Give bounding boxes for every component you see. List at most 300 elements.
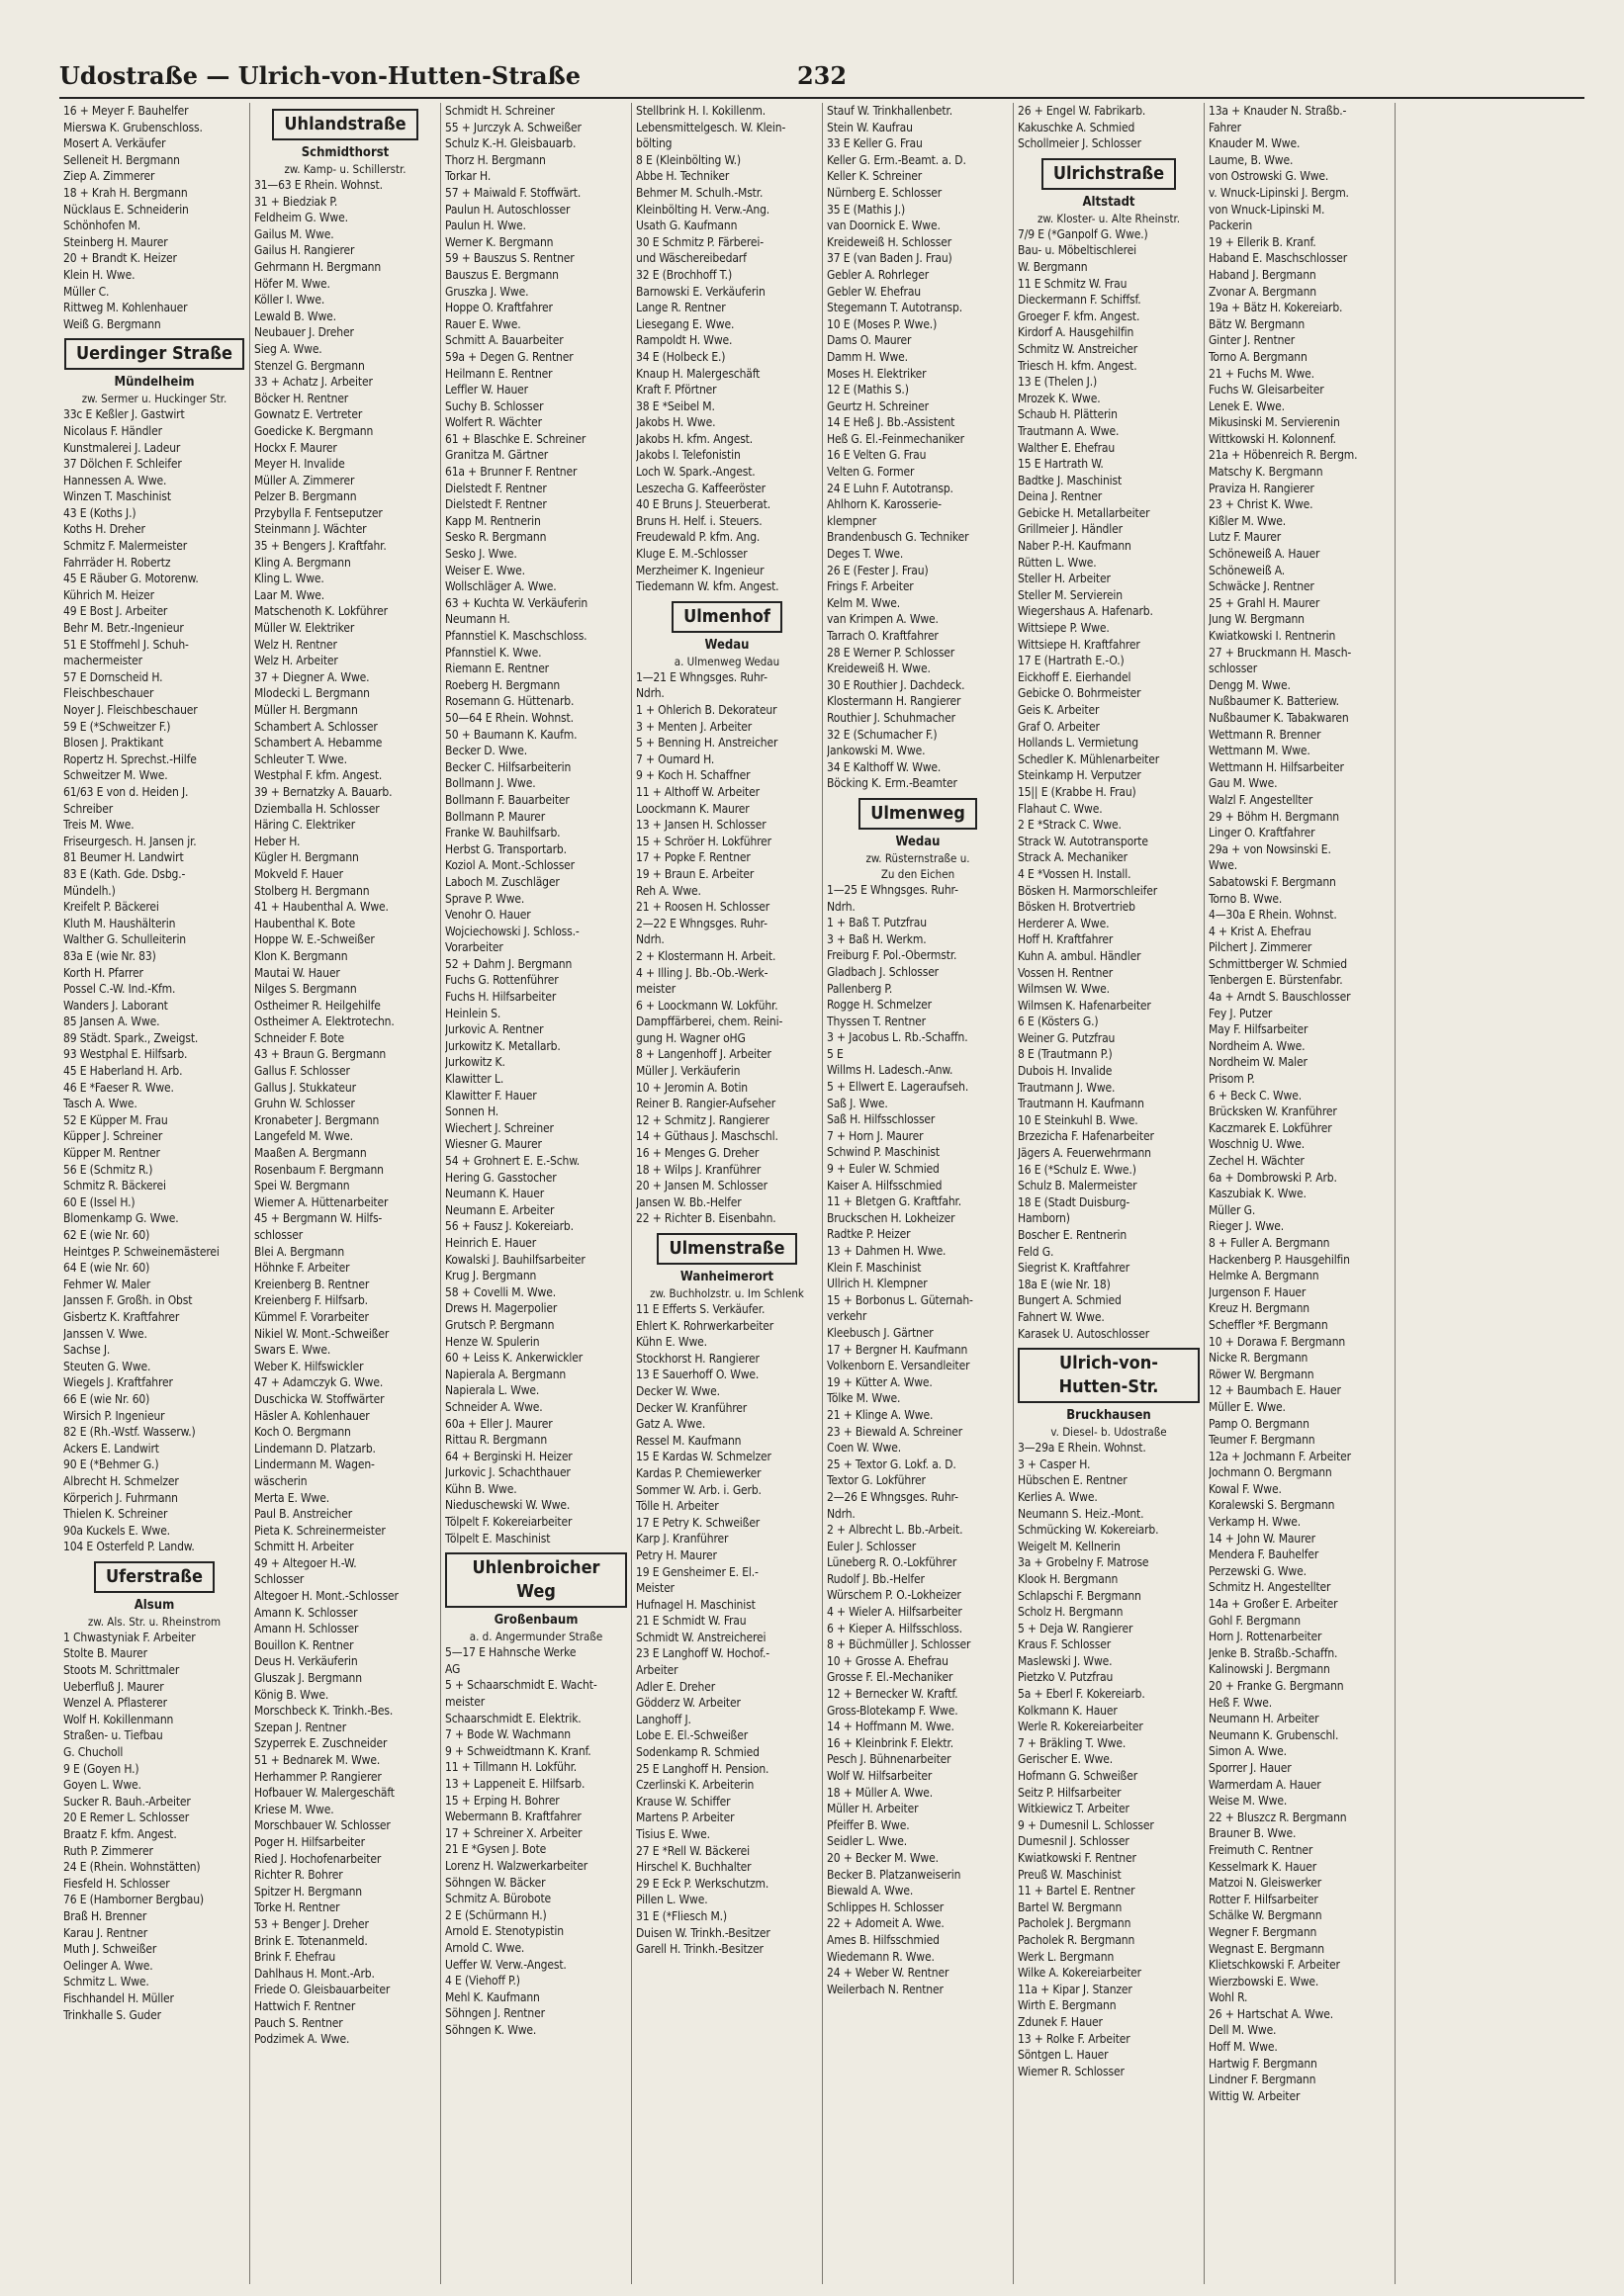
district-name: Schmidthorst [301,145,390,160]
resident-entry: 57 E Dornscheid H. [63,669,163,684]
resident-entry: 20 + Jansen M. Schlosser [636,1179,767,1193]
resident-entry: Stein W. Kaufrau [827,120,913,134]
resident-entry: 41 + Haubenthal A. Wwe. [254,900,389,915]
resident-entry: Stolberg H. Bergmann [254,883,370,898]
resident-entry: Lüneberg R. O.-Lokführer [827,1555,957,1570]
resident-entry: und Wäschereibedarf [636,251,747,266]
resident-entry: 51 + Bednarek M. Wwe. [254,1753,381,1767]
resident-entry: Loch W. Spark.-Angest. [636,465,756,480]
resident-entry: 25 + Textor G. Lokf. a. D. [827,1457,956,1471]
resident-entry: Fuchs G. Rottenführer [445,973,559,988]
resident-entry: Brink E. Totenanmeld. [254,1933,368,1948]
resident-entry: Ried J. Hochofenarbeiter [254,1851,382,1866]
resident-entry: 1—25 E Whngsges. Ruhr- [827,882,958,897]
resident-entry: Straßen- u. Tiefbau [63,1728,163,1743]
resident-entry: Schmitt A. Bauarbeiter [445,333,564,348]
column-8 [1396,103,1586,2284]
resident-entry: Linger O. Kraftfahrer [1209,826,1315,840]
resident-entry: Böcker H. Rentner [254,391,349,405]
resident-entry: 20 + Brandt K. Heizer [63,251,177,266]
resident-entry: 6 + Beck C. Wwe. [1209,1088,1303,1103]
resident-entry: Torno B. Wwe. [1209,891,1283,906]
resident-entry: Oelinger A. Wwe. [63,1958,153,1973]
resident-entry: Klook H. Bergmann [1018,1571,1119,1586]
resident-entry: Schmitz L. Wwe. [63,1975,149,1989]
street-location-note: a. d. Angermunder Straße [469,1630,603,1644]
resident-entry: Preuß W. Maschinist [1018,1867,1122,1882]
resident-entry: Lange R. Rentner [636,301,726,315]
resident-entry: Matzoi N. Gleiswerker [1209,1876,1322,1891]
resident-entry: Adler E. Dreher [636,1679,716,1694]
resident-entry: Wittkowski H. Kolonnenf. [1209,431,1336,446]
resident-entry: 10 E (Moses P. Wwe.) [827,316,938,331]
resident-entry: Ullrich H. Klempner [827,1277,928,1291]
resident-entry: Gohl F. Bergmann [1209,1613,1301,1628]
resident-entry: 60a + Eller J. Maurer [445,1416,553,1431]
resident-entry: Werle R. Kokereiarbeiter [1018,1720,1143,1734]
resident-entry: 8 E (Kleinbölting W.) [636,152,741,167]
resident-entry: 54 + Grohnert E. E.-Schw. [445,1154,581,1168]
resident-entry: Bösken H. Marmorschleifer [1018,883,1158,898]
resident-entry: 20 E Remer L. Schlosser [63,1810,190,1825]
resident-entry: Muth J. Schweißer [63,1942,157,1957]
resident-entry: Kühn B. Wwe. [445,1481,517,1496]
resident-entry: 17 + Popke F. Rentner [636,850,751,865]
resident-entry: Schleuter T. Wwe. [254,751,347,766]
resident-entry: Wolf H. Kokillenmann [63,1712,174,1726]
resident-entry: Petry H. Maurer [636,1547,717,1562]
resident-entry: Lewald B. Wwe. [254,309,336,323]
resident-entry: Gatz A. Wwe. [636,1417,706,1432]
resident-entry: 15 + Schröer H. Lokführer [636,834,771,848]
resident-entry: Kreideweiß H. Schlosser [827,234,951,249]
resident-entry: Meyer H. Invalide [254,457,345,472]
resident-entry: 8 + Büchmüller J. Schlosser [827,1637,971,1652]
resident-entry: Dumesnil J. Schlosser [1018,1834,1129,1849]
directory-columns [59,103,1588,2284]
resident-entry: Heinrich E. Hauer [445,1235,537,1250]
street-location-note: v. Diesel- b. Udostraße [1050,1425,1167,1440]
resident-entry: Ueffer W. Verw.-Angest. [445,1957,567,1972]
resident-entry: Häsler A. Kohlenhauer [254,1408,370,1423]
resident-entry: Wojciechowski J. Schloss.- [445,924,580,938]
resident-entry: bölting [636,136,673,151]
resident-entry: Wierzbowski E. Wwe. [1209,1974,1319,1988]
resident-entry: Matschenoth K. Lokführer [254,604,388,619]
resident-entry: Rittau R. Bergmann [445,1433,548,1448]
resident-entry: Bätz W. Bergmann [1209,316,1306,331]
resident-entry: 61/63 E von d. Heiden J. [63,784,189,799]
resident-entry: Weise M. Wwe. [1209,1794,1288,1809]
resident-entry: 29 E Eck P. Werkschutzm. [636,1876,769,1891]
resident-entry: W. Bergmann [1018,259,1088,274]
resident-entry: Gladbach J. Schlosser [827,964,939,979]
resident-entry: Brauner B. Wwe. [1209,1826,1297,1841]
resident-entry: Steller M. Servierein [1018,587,1123,602]
resident-entry: Schälke W. Bergmann [1209,1908,1322,1923]
resident-entry: Schönhofen M. [63,219,141,233]
resident-entry: Roeberg H. Bergmann [445,677,561,692]
resident-entry: Granitza M. Gärtner [445,448,549,463]
resident-entry: Pieta K. Schreinermeister [254,1523,386,1538]
resident-entry: 11 + Tillmann H. Lokführ. [445,1760,578,1775]
resident-entry: Kühn E. Wwe. [636,1335,707,1350]
resident-entry: Zechel H. Wächter [1209,1154,1305,1168]
resident-entry: Nicke R. Bergmann [1209,1351,1308,1366]
resident-entry: Herbst G. Transportarb. [445,841,567,856]
street-heading [1018,1348,1200,1403]
resident-entry: Bösken H. Brotvertrieb [1018,900,1135,915]
resident-entry: Stolte B. Maurer [63,1646,147,1661]
resident-entry: Kaiser A. Hilfsschmied [827,1178,943,1192]
resident-entry: Schlapschi F. Bergmann [1018,1588,1141,1603]
resident-entry: 8 + Fuller A. Bergmann [1209,1235,1330,1250]
resident-entry: Lenek E. Wwe. [1209,398,1285,413]
resident-entry: Küpper M. Rentner [63,1146,160,1161]
resident-entry: Kowalski J. Bauhilfsarbeiter [445,1252,586,1267]
resident-entry: Ndrh. [827,1506,856,1521]
resident-entry: 15 + Erping H. Bohrer [445,1793,560,1808]
resident-entry: 16 + Menges G. Dreher [636,1146,760,1161]
resident-entry: Mrozek K. Wwe. [1018,391,1101,405]
resident-entry: Arbeiter [636,1663,678,1678]
resident-entry: 8 + Langenhoff J. Arbeiter [636,1047,771,1062]
resident-entry: Martens P. Arbeiter [636,1810,735,1825]
page-title: Udostraße — Ulrich-von-Hutten-Straße [59,61,582,90]
resident-entry: Schneider A. Wwe. [445,1399,543,1414]
resident-entry: Dziemballa H. Schlosser [254,801,380,816]
resident-entry: 52 + Dahm J. Bergmann [445,956,573,971]
resident-entry: 6 + Kieper A. Hilfsschloss. [827,1621,963,1635]
resident-entry: Gödderz W. Arbeiter [636,1696,741,1711]
resident-entry: Tasch A. Wwe. [63,1097,137,1111]
district-name: Großenbaum [494,1613,579,1629]
resident-entry: 12 + Bernecker W. Kraftf. [827,1687,958,1702]
resident-entry: Heß G. El.-Feinmechaniker [827,431,964,446]
resident-entry: Mosert A. Verkäufer [63,136,166,151]
resident-entry: Gerischer E. Wwe. [1018,1752,1114,1767]
resident-entry: Wiemer R. Schlosser [1018,2064,1125,2078]
resident-entry: 3 + Baß H. Werkm. [827,931,927,946]
resident-entry: Karp J. Kranführer [636,1532,729,1546]
resident-entry: Kreifelt P. Bäckerei [63,900,159,915]
resident-entry: Ostheimer R. Heilgehilfe [254,998,381,1013]
resident-entry: Lindemann D. Platzarb. [254,1441,376,1456]
resident-entry: 26 E (Fester J. Frau) [827,563,929,577]
resident-entry: Jurkowitz K. Metallarb. [445,1038,561,1053]
resident-entry: 23 + Biewald A. Schreiner [827,1424,963,1439]
resident-entry: Brandenbusch G. Techniker [827,530,969,545]
resident-entry: Reh A. Wwe. [636,883,701,898]
resident-entry: Wettmann H. Hilfsarbeiter [1209,759,1344,774]
resident-entry: 23 E Langhoff W. Hochof.- [636,1646,769,1661]
resident-entry: Paulun H. Autoschlosser [445,202,571,217]
resident-entry: Kaczmarek E. Lokführer [1209,1120,1332,1135]
resident-entry: Brink F. Ehefrau [254,1950,336,1965]
column-2 [250,103,441,2284]
resident-entry: Kreienberg F. Hilfsarb. [254,1293,368,1308]
resident-entry: Bollmann J. Wwe. [445,776,536,791]
resident-entry: 32 E (Brochhoff T.) [636,267,733,282]
resident-entry: Koths H. Dreher [63,522,145,537]
resident-entry: 7 + Bräkling T. Wwe. [1018,1735,1127,1750]
resident-entry: Dams O. Maurer [827,333,912,348]
resident-entry: 22 + Bluszcz R. Bergmann [1209,1810,1347,1824]
resident-entry: 2 E (Schürmann H.) [445,1907,547,1922]
street-name: Uhlenbroicher Weg [445,1552,627,1608]
resident-entry: 61a + Brunner F. Rentner [445,465,578,480]
resident-entry: Weiser E. Wwe. [445,563,525,577]
resident-entry: Schlosser [254,1572,305,1587]
resident-entry: Grutsch P. Bergmann [445,1317,555,1332]
resident-entry: 33 E Keller G. Frau [827,136,923,151]
resident-entry: Schambert A. Hebamme [254,736,383,751]
resident-entry: Neumann K. Hauer [445,1187,545,1201]
resident-entry: Mautai W. Hauer [254,965,340,980]
header-rule [59,97,1584,99]
resident-entry: Kriese M. Wwe. [254,1802,334,1816]
resident-entry: Leffler W. Hauer [445,383,528,397]
resident-entry: Hoff H. Kraftfahrer [1018,932,1114,947]
resident-entry: 21 + Fuchs M. Wwe. [1209,366,1314,381]
resident-entry: Schaub H. Plätterin [1018,407,1118,422]
resident-entry: Pauch S. Rentner [254,2015,343,2030]
resident-entry: Naber P.-H. Kaufmann [1018,539,1131,554]
resident-entry: Braatz F. kfm. Angest. [63,1827,177,1841]
resident-entry: Scholz H. Bergmann [1018,1605,1124,1620]
resident-entry: Dahlhaus H. Mont.-Arb. [254,1966,375,1981]
resident-entry: 27 E *Rell W. Bäckerei [636,1843,750,1858]
resident-entry: Karasek U. Autoschlosser [1018,1326,1150,1341]
resident-entry: Sachse J. [63,1343,111,1358]
resident-entry: Sucker R. Bauh.-Arbeiter [63,1794,191,1809]
resident-entry: Fahnert W. Wwe. [1018,1309,1105,1324]
resident-entry: Gehrmann H. Bergmann [254,259,382,274]
resident-entry: Teumer F. Bergmann [1209,1433,1315,1448]
resident-entry: Söntgen L. Hauer [1018,2048,1109,2063]
resident-entry: Ruth P. Zimmerer [63,1843,153,1858]
resident-entry: Rotter F. Hilfsarbeiter [1209,1892,1318,1906]
resident-entry: Becker D. Wwe. [445,744,527,758]
resident-entry: Pamp O. Bergmann [1209,1416,1309,1431]
resident-entry: 30 E Schmitz P. Färberei- [636,234,765,249]
resident-entry: Mokveld F. Hauer [254,866,343,881]
resident-entry: Horn J. Rottenarbeiter [1209,1630,1322,1644]
resident-entry: Gruhn W. Schlosser [254,1097,355,1111]
resident-entry: Sodenkamp R. Schmied [636,1745,760,1760]
column-5 [823,103,1014,2284]
resident-entry: Walzl F. Angestellter [1209,792,1313,807]
resident-entry: Kluth M. Haushälterin [63,916,176,930]
resident-entry: 23 + Christ K. Wwe. [1209,497,1313,512]
resident-entry: Neumann H. [445,612,510,627]
resident-entry: Rosenbaum F. Bergmann [254,1162,384,1177]
resident-entry: Kreideweiß H. Wwe. [827,662,931,676]
resident-entry: Possel C.-W. Ind.-Kfm. [63,982,176,997]
resident-entry: Dampffärberei, chem. Reini- [636,1015,783,1029]
resident-entry: Kardas P. Chemiewerker [636,1465,762,1480]
resident-entry: Grosse F. El.-Mechaniker [827,1670,953,1685]
resident-entry: Blomenkamp G. Wwe. [63,1211,179,1226]
resident-entry: Weber K. Hilfswickler [254,1359,364,1373]
resident-entry: 10 + Dorawa F. Bergmann [1209,1334,1346,1349]
resident-entry: 28 E Werner P. Schlosser [827,645,955,660]
resident-entry: Pelzer B. Bergmann [254,489,357,504]
resident-entry: Stockhorst H. Rangierer [636,1351,760,1366]
resident-entry: 13 E (Thelen J.) [1018,375,1098,390]
resident-entry: 18a E (wie Nr. 18) [1018,1277,1111,1291]
resident-entry: 20 + Franke G. Bergmann [1209,1679,1344,1693]
resident-entry: schlosser [1209,662,1257,676]
resident-entry: Rieger J. Wwe. [1209,1219,1285,1234]
resident-entry: Nürnberg E. Schlosser [827,185,943,200]
resident-entry: 7/9 E (*Ganpolf G. Wwe.) [1018,226,1148,241]
resident-entry: Steinmann J. Wächter [254,522,367,537]
resident-entry: Klietschkowski F. Arbeiter [1209,1958,1340,1973]
resident-entry: Kerlies A. Wwe. [1018,1489,1098,1504]
resident-entry: Kling A. Bergmann [254,555,351,570]
resident-entry: Langhoff J. [636,1712,691,1726]
resident-entry: Müller H. Bergmann [254,703,358,717]
resident-entry: Drews H. Magerpolier [445,1301,558,1316]
resident-entry: Simon A. Wwe. [1209,1744,1287,1759]
resident-entry: 12a + Jochmann F. Arbeiter [1209,1449,1351,1463]
resident-entry: schlosser [254,1228,303,1242]
resident-entry: Napierala L. Wwe. [445,1383,540,1398]
resident-entry: Garell H. Trinkh.-Besitzer [636,1942,764,1957]
resident-entry: 10 E Steinkuhl B. Wwe. [1018,1112,1138,1127]
resident-entry: Jurkowitz K. [445,1055,505,1070]
resident-entry: 56 + Fausz J. Kokereiarb. [445,1219,574,1234]
resident-entry: Rogge H. Schmelzer [827,998,932,1013]
resident-entry: Jung W. Bergmann [1209,612,1305,627]
resident-entry: Ressel M. Kaufmann [636,1433,742,1448]
resident-entry: Wettmann R. Brenner [1209,727,1321,742]
resident-entry: 37 Dölchen F. Schleifer [63,457,182,472]
street-location-note: zw. Kloster- u. Alte Rheinstr. [1038,211,1180,225]
resident-entry: Brzezicha F. Hafenarbeiter [1018,1129,1154,1144]
resident-entry: Damm H. Wwe. [827,349,908,364]
resident-entry: 59 + Bauszus S. Rentner [445,251,575,266]
resident-entry: Venohr O. Hauer [445,908,531,923]
resident-entry: Kapp M. Rentnerin [445,513,541,528]
resident-entry: 5 + Schaarschmidt E. Wacht- [445,1678,597,1693]
resident-entry: 45 + Bergmann W. Hilfs- [254,1211,383,1226]
resident-entry: 52 E Küpper M. Frau [63,1112,168,1127]
resident-entry: Gailus H. Rangierer [254,243,355,258]
resident-entry: 21 + Klinge A. Wwe. [827,1407,934,1422]
resident-entry: Kleinbölting H. Verw.-Ang. [636,202,770,217]
resident-entry: 89 Städt. Spark., Zweigst. [63,1030,199,1045]
resident-entry: Behr M. Betr.-Ingenieur [63,621,184,636]
resident-entry: Korth H. Pfarrer [63,965,143,980]
district-name: Wedau [895,834,941,849]
resident-entry: Seitz P. Hilfsarbeiter [1018,1785,1122,1800]
resident-entry: Arnold C. Wwe. [445,1940,525,1955]
resident-entry: Usath G. Kaufmann [636,219,738,233]
resident-entry: Friede O. Gleisbauarbeiter [254,1983,391,1997]
resident-entry: Stoots M. Schrittmaler [63,1663,180,1678]
resident-entry: Liesegang E. Wwe. [636,316,735,331]
resident-entry: Leszecha G. Kaffeeröster [636,481,766,495]
resident-entry: Amann H. Schlosser [254,1622,359,1636]
resident-entry: Nicolaus F. Händler [63,423,162,438]
resident-entry: 4—30a E Rhein. Wohnst. [1209,908,1337,923]
resident-entry: Henze W. Spulerin [445,1334,540,1349]
resident-entry: 81 Beumer H. Landwirt [63,850,184,865]
resident-entry: Stellbrink H. I. Kokillenm. [636,104,767,118]
resident-entry: 9 + Euler W. Schmied [827,1162,940,1177]
resident-entry: 13 E Sauerhoff O. Wwe. [636,1368,760,1382]
resident-entry: Saß H. Hilfsschlosser [827,1112,936,1127]
resident-entry: 26 + Hartschat A. Wwe. [1209,2006,1334,2021]
resident-entry: Scheffler *F. Bergmann [1209,1317,1328,1332]
resident-entry: Maslewski J. Wwe. [1018,1653,1113,1668]
resident-entry: 3a + Grobelny F. Matrose [1018,1555,1149,1570]
resident-entry: 15 + Borbonus L. Güternah- [827,1292,973,1307]
street-name: Uhlandstraße [272,109,417,140]
resident-entry: Keller G. Erm.-Beamt. a. D. [827,152,966,167]
resident-entry: 62 E (wie Nr. 60) [63,1228,150,1242]
street-location-note: Zu den Eichen [880,866,955,881]
resident-entry: 19 + Ellerik B. Kranf. [1209,234,1316,249]
resident-entry: 17 + Schreiner X. Arbeiter [445,1825,583,1840]
resident-entry: Klostermann H. Rangierer [827,694,961,709]
resident-entry: 18 + Müller A. Wwe. [827,1785,934,1800]
resident-entry: Wiechert J. Schreiner [445,1120,554,1135]
resident-entry: Feld G. [1018,1244,1054,1259]
resident-entry: Kaszubiak K. Wwe. [1209,1187,1307,1201]
resident-entry: Trautmann H. Kaufmann [1018,1097,1144,1111]
resident-entry: 45 E Haberland H. Arb. [63,1064,183,1079]
resident-entry: 5 + Deja W. Rangierer [1018,1621,1133,1635]
resident-entry: Wegner F. Bergmann [1209,1924,1317,1939]
resident-entry: Mündelh.) [63,883,116,898]
resident-entry: Packerin [1209,219,1253,233]
page-number: 232 [796,61,848,90]
resident-entry: 9 E (Goyen H.) [63,1761,139,1776]
resident-entry: Tölle H. Arbeiter [636,1499,719,1514]
resident-entry: Amann K. Schlosser [254,1605,358,1620]
resident-entry: 58 + Covelli M. Wwe. [445,1284,556,1299]
resident-entry: Kelm M. Wwe. [827,595,901,610]
resident-entry: Neumann S. Heiz.-Mont. [1018,1506,1144,1521]
resident-entry: 35 + Bengers J. Kraftfahr. [254,539,387,554]
resident-entry: Gallus F. Schlosser [254,1064,350,1079]
resident-entry: Przybylla F. Fentseputzer [254,505,383,520]
resident-entry: Kißler M. Wwe. [1209,513,1287,528]
resident-entry: Weiner G. Putzfrau [1018,1030,1116,1045]
resident-entry: Freiburg F. Pol.-Obermstr. [827,948,957,963]
resident-entry: 17 E (Hartrath E.-O.) [1018,654,1125,668]
resident-entry: Hattwich F. Rentner [254,1998,356,2013]
resident-entry: Kraus F. Schlosser [1018,1637,1112,1652]
resident-entry: Schollmeier J. Schlosser [1018,136,1141,151]
resident-entry: Abbe H. Techniker [636,169,730,184]
resident-entry: Thorz H. Bergmann [445,152,546,167]
district-name: Bruckhausen [1066,1408,1151,1424]
resident-entry: Schulz B. Malermeister [1018,1179,1137,1193]
resident-entry: Neumann E. Arbeiter [445,1202,555,1217]
resident-entry: 12 E (Mathis S.) [827,383,909,397]
resident-entry: Schöneweiß A. Hauer [1209,547,1320,562]
resident-entry: 29a + von Nowsinski E. [1209,841,1331,856]
resident-entry: Schreiber [63,801,114,816]
resident-entry: 4 + Wieler A. Hilfsarbeiter [827,1605,962,1620]
resident-entry: Welz H. Arbeiter [254,654,338,668]
street-location-note: zw. Sermer u. Huckinger Str. [81,392,227,406]
resident-entry: Heß F. Wwe. [1209,1695,1273,1710]
